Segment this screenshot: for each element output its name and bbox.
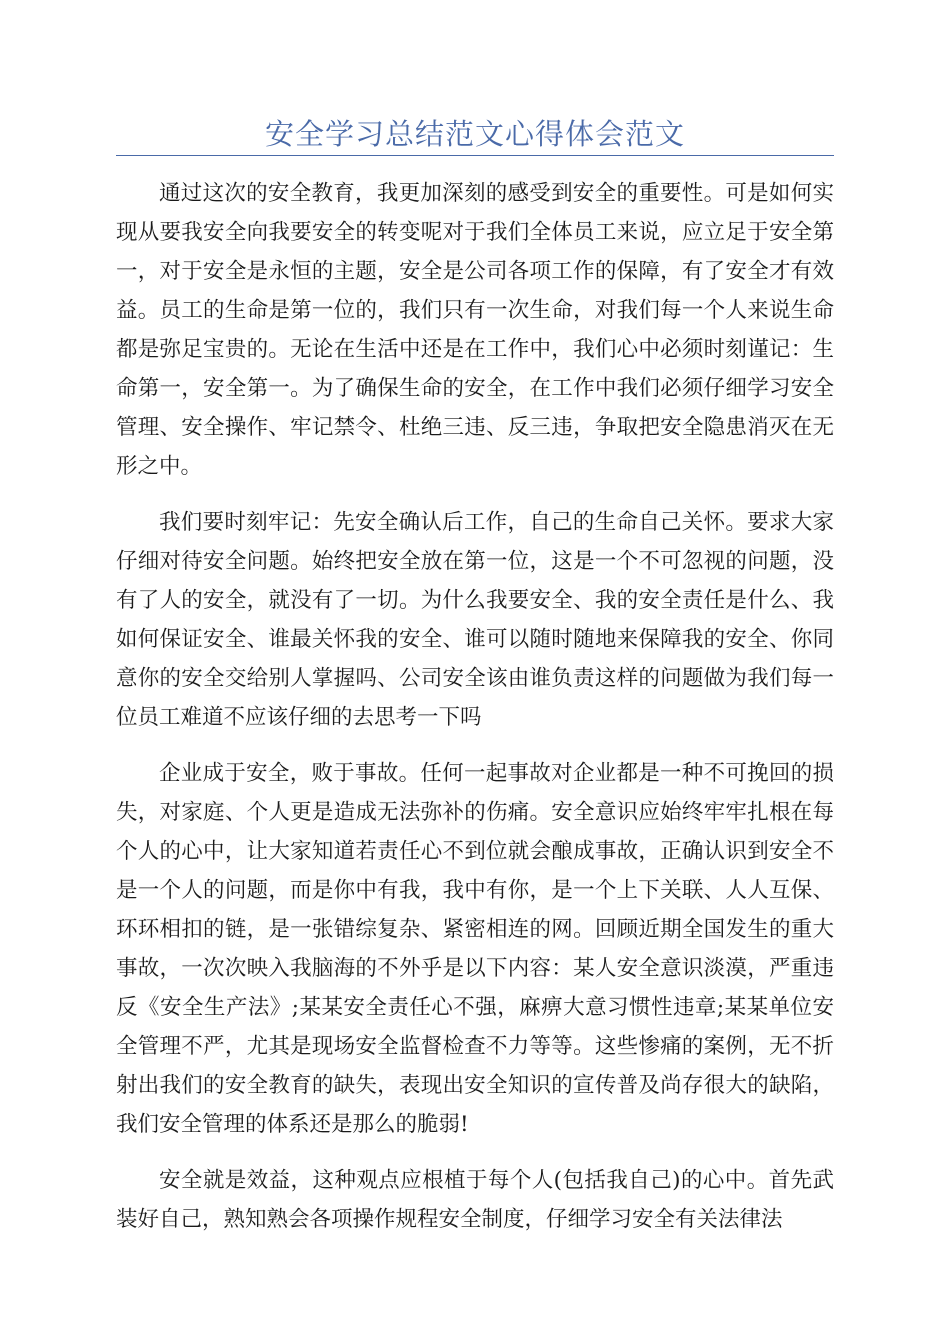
paragraph-1: 通过这次的安全教育，我更加深刻的感受到安全的重要性。可是如何实现从要我安全向我要安全的转变呢对于我们全体员工来说，应立足于安全第一，对于安全是永恒的主题，安全是公司各项工作的保障，有了安全才有效益。员工的生命是第一位的，我们只有一次生命，对我们每一个人来说生命都是弥足宝贵的。无论在生活中还是在工作中，我们心中必须时刻谨记：生命第一，安全第一。为了确保生命的安全，在工作中我们必须仔细学习安全管理、安全操作、牢记禁令、杜绝三违、反三违，争取把安全隐患消灭在无形之中。 [116, 181, 834, 479]
title-underline [116, 155, 834, 156]
document-title: 安全学习总结范文心得体会范文 [264, 117, 685, 151]
paragraph-4: 安全就是效益，这种观点应根植于每个人(包括我自己)的心中。首先武装好自己，熟知熟会各项操作规程安全制度，仔细学习安全有关法律法 [116, 1168, 834, 1232]
document-body [116, 174, 834, 1256]
paragraph-3: 企业成于安全，败于事故。任何一起事故对企业都是一种不可挽回的损失，对家庭、个人更是造成无法弥补的伤痛。安全意识应始终牢牢扎根在每个人的心中，让大家知道若责任心不到位就会酿成事故，正确认识到安全不是一个人的问题，而是你中有我，我中有你，是一个上下关联、人人互保、环环相扣的链，是一张错综复杂、紧密相连的网。回顾近期全国发生的重大事故，一次次映入我脑海的不外乎是以下内容：某人安全意识淡漠，严重违反《安全生产法》;某某安全责任心不强，麻痹大意习惯性违章;某某单位安全管理不严，尤其是现场安全监督检查不力等等。这些惨痛的案例，无不折射出我们的安全教育的缺失，表现出安全知识的宣传普及尚存很大的缺陷，我们安全管理的体系还是那么的脆弱! [116, 761, 834, 1137]
paragraph-2: 我们要时刻牢记：先安全确认后工作，自己的生命自己关怀。要求大家仔细对待安全问题。始终把安全放在第一位，这是一个不可忽视的问题，没有了人的安全，就没有了一切。为什么我要安全、我的安全责任是什么、我如何保证安全、谁最关怀我的安全、谁可以随时随地来保障我的安全、你同意你的安全交给别人掌握吗、公司安全该由谁负责这样的问题做为我们每一位员工难道不应该仔细的去思考一下吗 [116, 510, 834, 730]
